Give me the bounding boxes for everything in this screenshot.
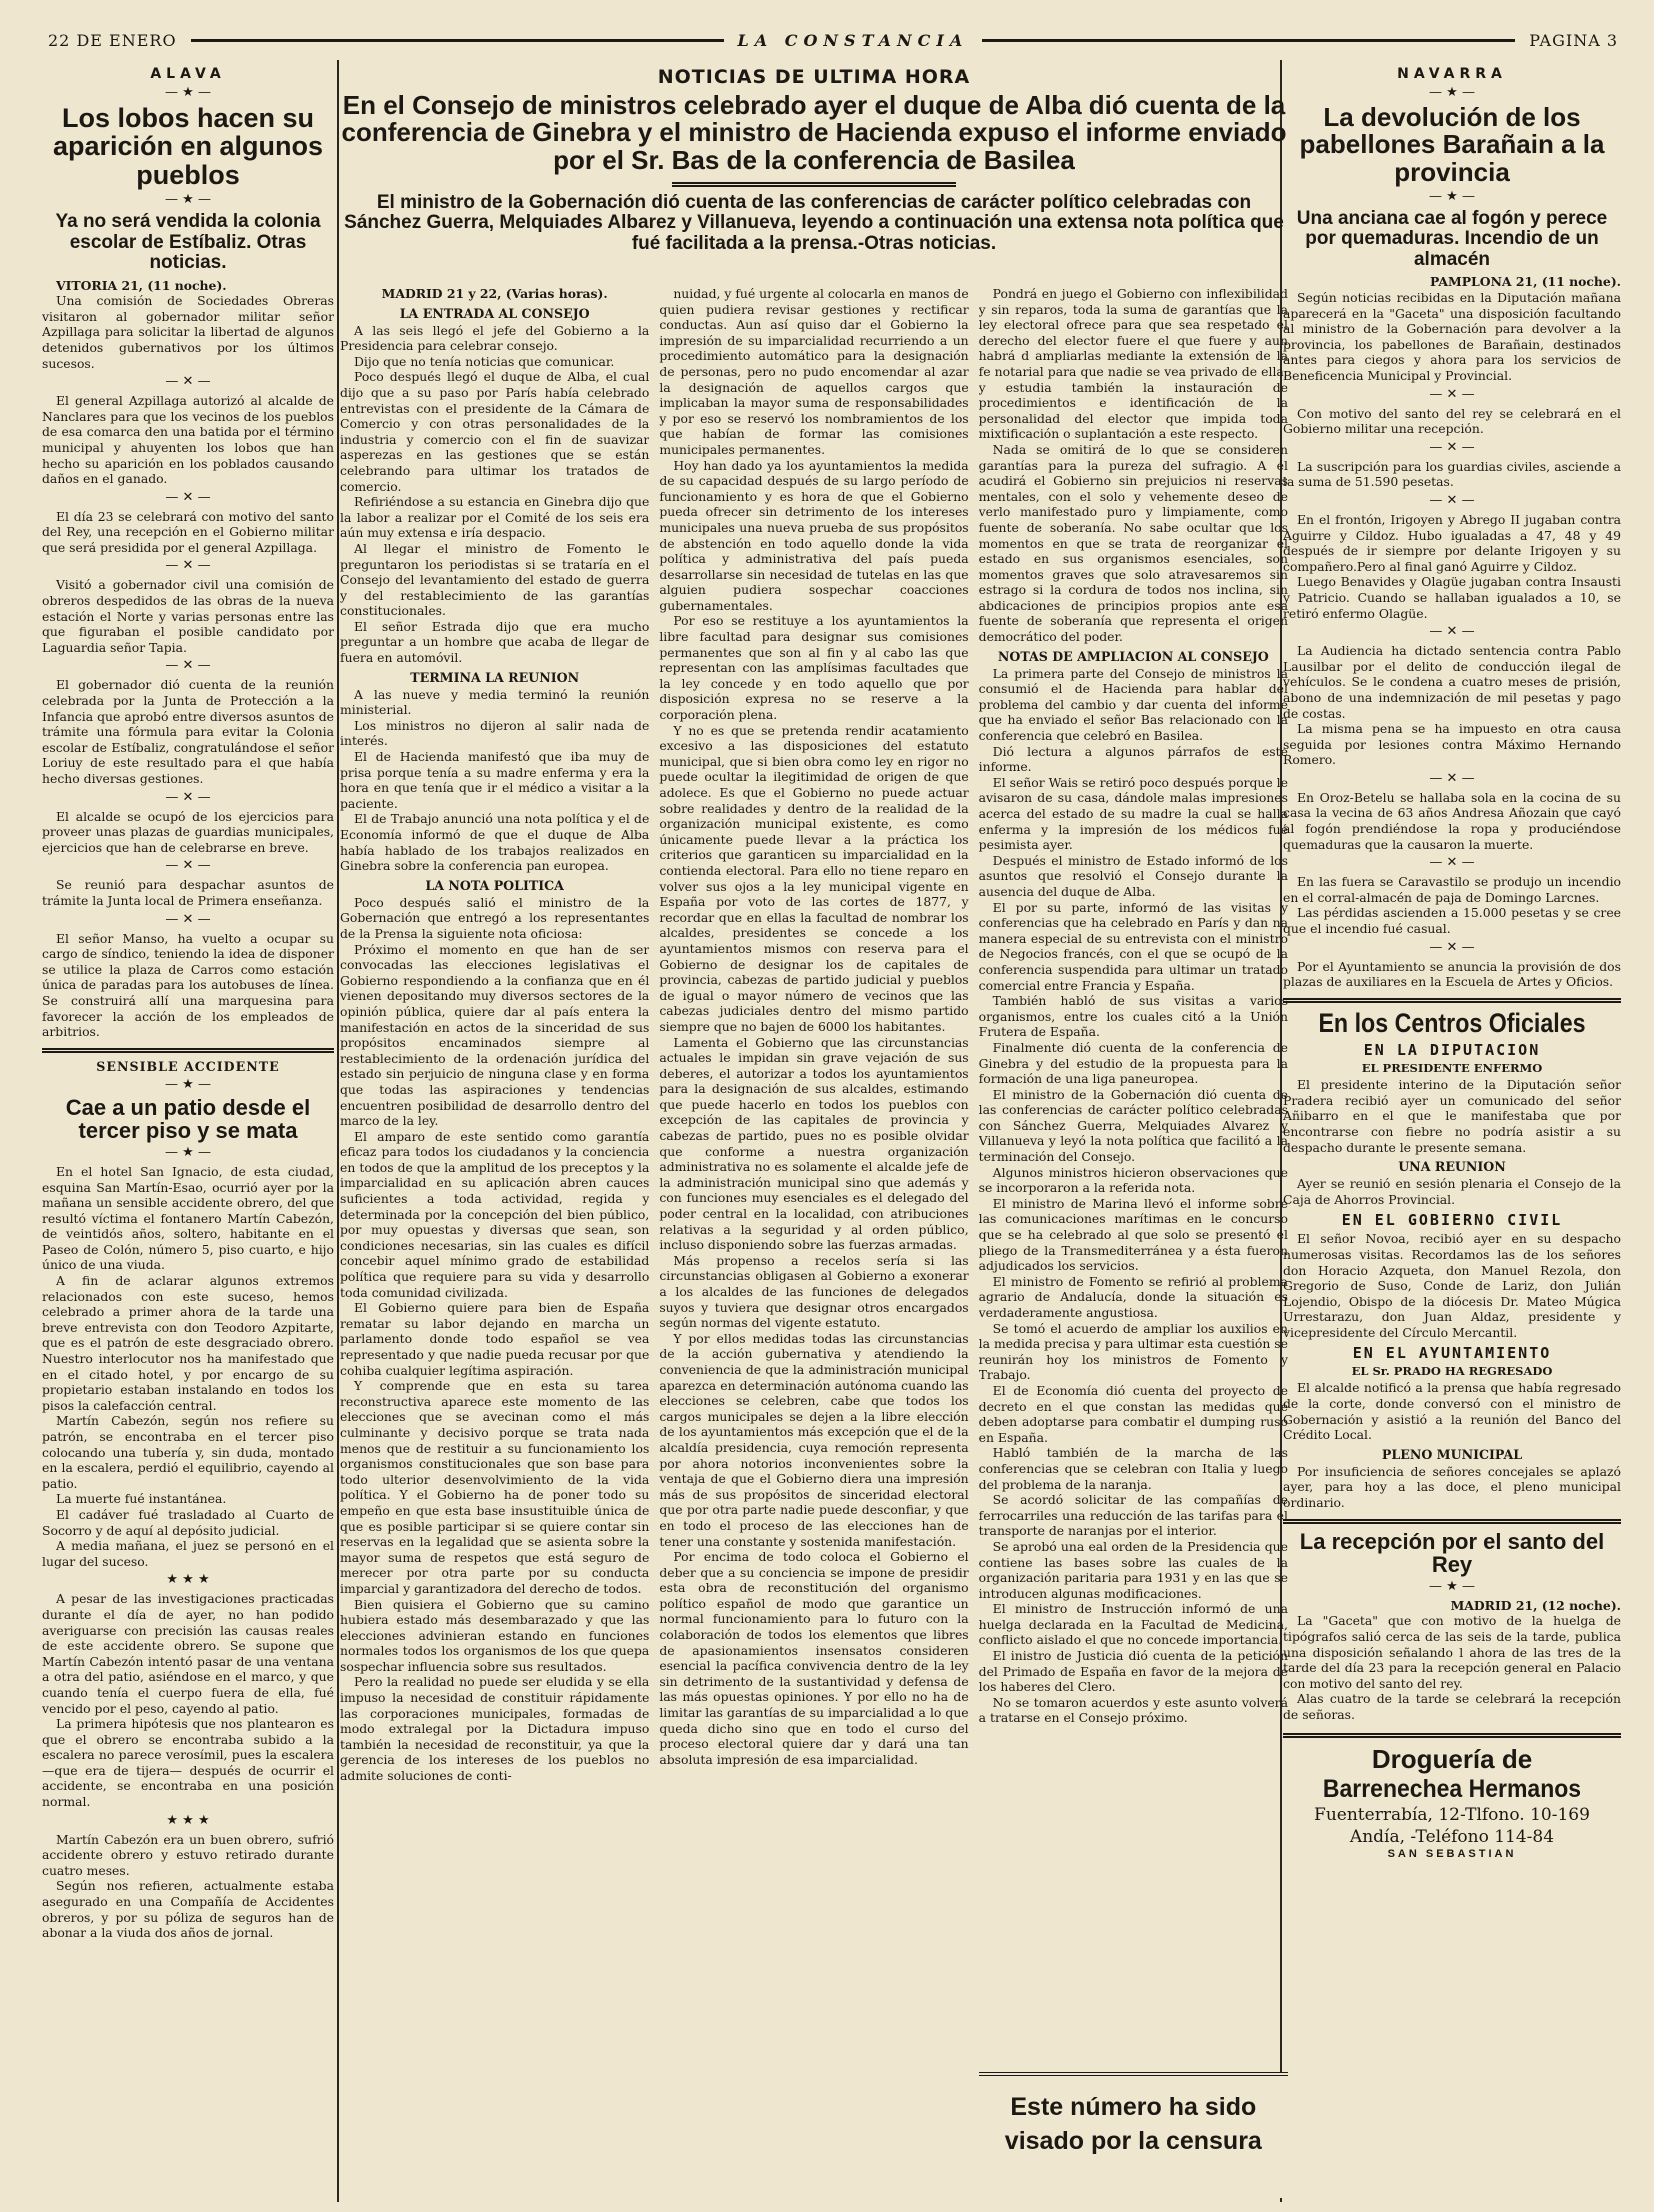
paragraph: El ministro de Marina llevó el informe sobre las comunicaciones marítimas en le concurso que se ha celebrado al que solo se presentó el pliego de la Transmediterránea y a ésta fueron adjudicados los servicios. <box>978 1195 1288 1274</box>
paragraph: A las nueve y media terminó la reunión ministerial. <box>340 686 650 718</box>
dateline: MADRID 21 y 22, (Varias horas). <box>381 286 608 301</box>
paragraph: Por el Ayuntamiento se anuncia la provisión de dos plazas de auxiliares en la Escuela de Artes y Oficios. <box>1283 958 1621 990</box>
subheading: TERMINA LA REUNION <box>410 669 580 685</box>
star-separator: — ★ — <box>1429 188 1475 204</box>
headline-accident: Cae a un patio desde el tercer piso y se mata <box>65 1094 311 1143</box>
paragraph: Los ministros no dijeron al salir nada de interés. <box>340 717 650 749</box>
column-rule <box>337 60 339 2202</box>
subheading: PLENO MUNICIPAL <box>1381 1446 1523 1462</box>
headline-pabellones: La devolución de los pabellones Barañain a la provincia <box>1299 102 1605 187</box>
censorship-notice: Este número ha sido visado por la censura <box>979 2072 1288 2198</box>
paragraph: Dió lectura a algunos párrafos de este informe. <box>978 743 1288 775</box>
subheading: LA ENTRADA AL CONSEJO <box>399 305 590 321</box>
masthead-title: LA CONSTANCIA <box>737 30 969 50</box>
paragraph: A pesar de las investigaciones practicadas durante el día de ayer, no han podido averiguarse con precisión las causas reales de este accidente obrero. Se supone que Martín Cabezón intentó pasar de una ventana a otra del patio, asiéndose en el marco, y que cuando tenía el cuerpo fuera de ella, fué vencido por el peso, cayendo al patio. <box>42 1591 334 1716</box>
paragraph: El señor Novoa, recibió ayer en su despacho numerosas visitas. Recordamos las de los señores don Horacio Azqueta, don Manuel Rezola, don Gregorio de Suso, Conde de Lariz, don Julián Lojendio, Obispo de la diócesis Dr. Mateo Múgica Urrestarazu, don Juan Aldaz, presidente y vicepresidente del Círculo Mercantil. <box>1283 1231 1621 1340</box>
ad-line: Fuenterrabía, 12-Tlfono. 10-169 <box>1314 1804 1590 1825</box>
paragraph: No se tomaron acuerdos y este asunto volverá a tratarse en el Consejo próximo. <box>978 1694 1288 1726</box>
paragraph: El señor Wais se retiró poco después porque le avisaron de su casa, dándole malas impresiones acerca del estado de su madre la cual se halla enferma y la impresión de los médicos fué pesimista ayer. <box>978 774 1288 853</box>
separator: — ✕ — <box>165 489 211 505</box>
paragraph: Luego Benavides y Olagüe jugaban contra Insausti y Patricio. Cuando se hallaban igualados a 10, se retiró enfermo Olagüe. <box>1283 574 1621 621</box>
paragraph: La suscripción para los guardias civiles, asciende a la suma de 51.590 pesetas. <box>1283 458 1621 490</box>
paragraph: Martín Cabezón era un buen obrero, sufrió accidente obrero y estuvo retirado durante cuatro meses. <box>42 1831 334 1878</box>
masthead-page-number: PAGINA 3 <box>1529 30 1619 50</box>
paragraph: Al llegar el ministro de Fomento le preguntaron los periodistas si se trataría en el Consejo del levantamiento del estado de guerra y del restablecimiento de las garantías constitucionales. <box>340 540 650 619</box>
subheading: EL Sr. PRADO HA REGRESADO <box>1351 1364 1553 1379</box>
separator: — ✕ — <box>1429 624 1475 640</box>
star-separator: ★ ★ ★ <box>166 1812 210 1828</box>
paragraph: El cadáver fué trasladado al Cuarto de Socorro y de aquí al depósito judicial. <box>42 1506 334 1538</box>
ad-line: Droguería de <box>1371 1743 1533 1774</box>
masthead-rule <box>191 39 724 42</box>
subhead-political-note: El ministro de la Gobernación dió cuenta de las conferencias de carácter político celebradas con Sánchez Guerra, Melquiades Albarez y Villanueva, leyendo a continuación una extensa nota política que fué facilitada a la prensa.-Otras noticias. <box>344 191 1284 254</box>
separator: — ✕ — <box>1429 492 1475 508</box>
separator: — ✕ — <box>165 911 211 927</box>
paragraph: La "Gaceta" que con motivo de la huelga de tipógrafos salió cerca de las seis de la tarde, publica una disposición señalando l ahora de las tres de la tarde del día 23 para la recepción general en Palacio con motivo del santo del rey. <box>1283 1613 1621 1691</box>
masthead <box>48 20 1618 60</box>
paragraph: El de Hacienda manifestó que iba muy de prisa porque tenía a su madre enferma y era la hora en que tenía que ir el médico a visitar a la paciente. <box>340 749 650 811</box>
paragraph: En Oroz-Betelu se hallaba sola en la cocina de su casa la vecina de 63 años Andresa Añozain que cayó al fogón prendiéndose la ropa y produciéndose quemaduras que la causaron la muerte. <box>1283 789 1621 852</box>
star-separator: — ★ — <box>165 85 211 100</box>
paragraph: El por su parte, informó de las visitas y conferencias que ha celebrado en París y dan na manera especial de su entrevista con el ministro de Negocios francés, con el que se ocupó de la conferencia suspendida para ultimar un tratado comercial entre Francia y España. <box>978 899 1288 993</box>
separator: — ✕ — <box>1429 855 1475 871</box>
paragraph: nuidad, y fué urgente al colocarla en manos de quien pudiera revisar gestiones y rectificar conductas. Aun así quiso dar el Gobierno la impresión de su imparcialidad recurriendo a un procedimiento automático para la designación de personas, pero no pudo encomendar al azar la designación de aquellos cargos que implicaban la mayor suma de responsabilidades y por eso se reservó los nombramientos de los que habían de formar las comisiones municipales permanentes. <box>659 286 969 457</box>
separator: — ✕ — <box>1429 939 1475 955</box>
masthead-date: 22 DE ENERO <box>48 30 177 50</box>
paragraph: Por eso se restituye a los ayuntamientos la libre facultad para designar sus comisiones permanentes que son al fin y al cabo las que representan con las amplísimas facultades que la ley concede y en todo aquello que por disposición expresa no se reserve a la corporación plena. <box>659 613 969 723</box>
section-label: NAVARRA <box>1397 66 1507 82</box>
subheading: NOTAS DE AMPLIACION AL CONSEJO <box>997 648 1269 664</box>
advertisement-drogueria <box>1283 1744 1621 1860</box>
paragraph: Se aprobó una eal orden de la Presidencia que contiene las bases sobre las cuales de la organización paritaria para 1931 y en las que se introducen algunas modificaciones. <box>978 1538 1288 1601</box>
paragraph: La muerte fué instantánea. <box>56 1491 227 1507</box>
paragraph: Finalmente dió cuenta de la conferencia de Ginebra y del estudio de la propuesta para la formación de una liga paneuropea. <box>978 1039 1288 1087</box>
paragraph: Se tomó el acuerdo de ampliar los auxilios en la medida precisa y para ultimar esta cuestión se reunirán hoy los ministros de Fomento y Trabajo. <box>978 1320 1288 1383</box>
article-divider <box>42 1048 334 1053</box>
star-separator: ★ ★ ★ <box>166 1572 210 1588</box>
article-column <box>979 286 1288 2198</box>
subheading: EN LA DIPUTACION <box>1363 1041 1541 1060</box>
paragraph: Habló también de la marcha de las conferencias que se celebran con Italia y luego del problema de la naranja. <box>978 1445 1288 1492</box>
paragraph: La primera hipótesis que nos plantearon es que el obrero se encontraba subido a la escalera no parece verosímil, pues la escalera —que era de tijera— después de ocurrir el accidente, se encontraba en una posición normal. <box>42 1716 334 1810</box>
paragraph: El amparo de este sentido como garantía eficaz para todos los ciudadanos y la conciencia en todos de que la amplitud de los preceptos y la imparcialidad en su aplicación abren cauces suficientes a toda actividad, regida y determinada por la concepción del bien público, por muy opuestas y diversas que sean, son condiciones necesarias, sin las cuales es difícil concebir aquel mínimo grado de estabilidad política que requiere para su vida y desarrollo toda comunidad civilizada. <box>340 1128 650 1300</box>
separator: — ✕ — <box>165 658 211 674</box>
paragraph: La primera parte del Consejo de ministros la consumió el de Hacienda para hablar del problema del cambio y dar cuenta del informe que ha enviado el señor Bas relacionado con la conferencia que celebró en Basilea. <box>978 665 1288 744</box>
headline-reception: La recepción por el santo del Rey <box>1299 1528 1605 1577</box>
paragraph: Algunos ministros hicieron observaciones que se incorporaron a la referida nota. <box>978 1164 1288 1196</box>
paragraph: En las fuera se Caravastilo se produjo un incendio en el corral-almacén de paja de Domingo Larcnes. <box>1283 874 1621 905</box>
paragraph: El alcalde se ocupó de los ejercicios para proveer unas plazas de guardias municipales, ejercicios que han de celebrarse en breve. <box>42 808 334 855</box>
paragraph: En el frontón, Irigoyen y Abrego II jugaban contra Aguirre y Cildoz. Hubo igualadas a 47, 48 y 49 después de ir siempre por delante Irigoyen y su compañero.Pero al final ganó Aguirre y Cildoz. <box>1283 511 1621 574</box>
ornament-divider <box>672 182 956 187</box>
separator: — ✕ — <box>1429 439 1475 455</box>
paragraph: Pondrá en juego el Gobierno con inflexibilidad y sin reparos, toda la suma de garantías que la ley electoral ofrece para que sea respetado el derecho del elector fuere el que fuere y aun habrá d ampliarlas mediante la extensión de la fe notarial para que nadie se vea privado de ella; y estudia también la instauración de procedimientos e identificación de la personalidad del elector que impida toda mixtificación o suplantación a este respecto. <box>978 286 1288 442</box>
star-separator: — ★ — <box>1429 1578 1475 1594</box>
star-separator: — ★ — <box>165 1144 211 1160</box>
article-divider <box>1283 998 1621 1003</box>
paragraph: Por insuficiencia de señores concejales se aplazó ayer, para hoy a las doce, el pleno municipal ordinario. <box>1283 1463 1621 1511</box>
headline-council: En el Consejo de ministros celebrado ayer el duque de Alba dió cuenta de la conferencia de Ginebra y el ministro de Hacienda expuso el informe enviado por el Sr. Bas de la conferencia de Basilea <box>341 90 1287 175</box>
article-divider <box>1283 1519 1621 1524</box>
paragraph: El de Trabajo anunció una nota política y el de Economía informó de que el duque de Alba había hablado de los trabajos realizados en Ginebra sobre la conferencia pan europea. <box>340 811 650 874</box>
paragraph: Hoy han dado ya los ayuntamientos la medida de su capacidad después de su largo período de funcionamiento y es hora de que el Gobierno pueda ofrecer sin detrimento de los intereses municipales una nueva prueba de sus propósitos de abstención en todo aquello donde la vida política y administrativa del país pueda desarrollarse sin necesidad de tutelas en las que alguien pudiera sospechar coacciones gubernamentales. <box>659 457 969 613</box>
separator: — ✕ — <box>1429 386 1475 402</box>
ad-line: Barrenechea Hermanos <box>1322 1774 1582 1803</box>
paragraph: El general Azpillaga autorizó al alcalde de Nanclares para que los vecinos de los pueblos de esa comarca den una batida por el término municipal y ahuyenten los lobos que han hecho su aparición en los poblados causando daños en el ganado. <box>42 393 334 487</box>
subheading: EN EL AYUNTAMIENTO <box>1352 1344 1552 1363</box>
paragraph: La misma pena se ha impuesto en otra causa seguida por lesiones contra Máximo Hernando Romero. <box>1283 721 1621 768</box>
paragraph: A las seis llegó el jefe del Gobierno a la Presidencia para celebrar consejo. <box>340 322 650 354</box>
paragraph: En el hotel San Ignacio, de esta ciudad, esquina San Martín-Esao, ocurrió ayer por la mañana un sensible accidente obrero, del que resultó víctima el fontanero Martín Cabezón, de veintidós años, soltero, habitante en el Paseo de Colón, número 5, piso cuarto, e hijo único de una viuda. <box>42 1163 334 1273</box>
star-separator: — ★ — <box>1429 85 1475 100</box>
dateline: PAMPLONA 21, (11 noche). <box>1430 274 1621 290</box>
paragraph: El alcalde notificó a la prensa que había regresado de la corte, donde conversó con el ministro de Gobernación y asistió a la reunión del Banco del Crédito Local. <box>1283 1380 1621 1443</box>
column-navarra <box>1283 64 1621 2198</box>
paragraph: Según noticias recibidas en la Diputación mañana aparecerá en la "Gaceta" una disposición facultando al ministro de la Gobernación para devolver a la provincia, los pabellones de Barañain, destinados antes para ciegos y ahora para los servicios de Beneficencia Municipal y Provincial. <box>1283 290 1621 383</box>
ad-line: SAN SEBASTIAN <box>1387 1847 1517 1860</box>
paragraph: Y comprende que en esta su tarea reconstructiva aparece este momento de las elecciones que se avecinan como el más culminante y decisivo porque se trata nada menos que de restituir a su funcionamiento los organismos constitucionales que son base para todo ulterior desenvolvimiento de la vida política. Y el Gobierno ha de poner todo su empeño en que esta base insustituible única de que es posible participar si se quiere contar sin reservas en la legalidad que se asienta sobre la mayor suma de respetos que está seguro de merecer por otra parte por su conducta imparcial y garantizadora del derecho de todos. <box>340 1378 650 1596</box>
paragraph: El gobernador dió cuenta de la reunión celebrada por la Junta de Protección a la Infancia que aprobó entre diversos asuntos de trámite una fórmula para evitar la Colonia escolar de Estíbaliz, congratulándose el señor Loriuy de este resultado para el que había hecho diversas gestiones. <box>42 677 334 787</box>
paragraph: Con motivo del santo del rey se celebrará en el Gobierno militar una recepción. <box>1283 405 1621 437</box>
article-body <box>1283 290 1621 990</box>
section-label: SENSIBLE ACCIDENTE <box>96 1058 280 1074</box>
article-column <box>340 286 649 2198</box>
paragraph: El señor Estrada dijo que era mucho preguntar a un hombre que acaba de llegar de fuera en automóvil. <box>340 618 650 666</box>
paragraph: Según nos refieren, actualmente estaba asegurado en una Compañía de Accidentes obreros, y por su póliza de seguros han de abonar a la viuda dos años de jornal. <box>42 1878 334 1941</box>
subheading: LA NOTA POLITICA <box>425 877 564 893</box>
column-alava <box>42 64 334 2198</box>
last-hour-news <box>340 64 1288 2198</box>
paragraph: El de Economía dió cuenta del proyecto de decreto en el que constan las medidas que deben adoptarse para combatir el dumping ruso en España. <box>978 1382 1288 1445</box>
section-label: ALAVA <box>150 66 226 82</box>
paragraph: El presidente interino de la Diputación señor Pradera recibió ayer un comunicado del señor Añibarro en el que le manifestaba que por encontrarse con fiebre no podría asistir a su despacho durante le presente semana. <box>1283 1077 1621 1155</box>
paragraph: Alas cuatro de la tarde se celebrará la recepción de señoras. <box>1283 1691 1621 1722</box>
paragraph: El señor Manso, ha vuelto a ocupar su cargo de síndico, teniendo la idea de disponer se utilice la plaza de Carros como estación única de paradas para los autobuses de línea. Se construirá allí una marquesina para favorecer la acción de los empleados de arbitrios. <box>42 930 334 1040</box>
star-separator: — ★ — <box>165 192 211 208</box>
separator: — ✕ — <box>1429 770 1475 786</box>
article-columns <box>340 286 1288 2198</box>
article-body <box>42 1164 334 1941</box>
paragraph: Una comisión de Sociedades Obreras visitaron al gobernador militar señor Azpillaga para solicitar la libertad de algunos detenidos gubernativos por los últimos sucesos. <box>42 293 334 371</box>
separator: — ✕ — <box>165 858 211 874</box>
paragraph: El Gobierno quiere para bien de España rematar su labor dejando en marcha un parlamento donde todo español se vea representado y que nadie pueda recusar por que cohiba cualquier legítima aspiración. <box>340 1300 650 1378</box>
paragraph: También habló de sus visitas a varios organismos, entre los cuales citó a la Unión Frutera de España. <box>978 993 1288 1040</box>
section-label: NOTICIAS DE ULTIMA HORA <box>657 66 971 88</box>
subheading: EL PRESIDENTE ENFERMO <box>1361 1061 1543 1076</box>
separator: — ✕ — <box>165 374 211 390</box>
subheading: UNA REUNION <box>1398 1159 1506 1175</box>
paragraph: Por encima de todo coloca el Gobierno el deber que a su conciencia se impone de presidir esta obra de reconstitución del organismo político español de modo que garantice un normal funcionamiento para lo futuro con la colaboración de todos los elementos que libres de apasionamientos insensatos consideren esencial la pacífica convivencia dentro de la ley sin detrimento de la sustantividad y defensa de las más opuestas opiniones. Y por ello no ha de limitar las garantías de su imparcialidad a lo que queda dicho sino que en todo el curso del proceso electoral quiere dar y dará una tan absoluta impresión de esa imparcialidad. <box>659 1549 969 1767</box>
paragraph: El ministro de la Gobernación dió cuenta de las conferencias de carácter político celebradas con Sánchez Guerra, Melquiades Alvarez y Villanueva y leyó la nota política que facilitó a la terminación del Consejo. <box>978 1086 1288 1165</box>
paragraph: Lamenta el Gobierno que las circunstancias actuales le impidan sin grave vejación de sus deberes, el autorizar a todos los ayuntamientos para la designación de sus alcaldes, estimando que puede hacerlo en todos los pueblos con excepción de las capitales de provincia y cabezas de partido, pues no es posible olvidar que conforme a nuestra organización administrativa no es solamente el alcalde jefe de la administración municipal sino que además y con funciones muy esenciales es el delegado del poder central en la localidad, con atribuciones relativas a la seguridad y al orden público, incluso disponiendo sobre las fuerzas armadas. <box>659 1034 969 1253</box>
paragraph: Más propenso a recelos sería si las circunstancias obligasen al Gobierno a exonerar a los alcaldes de las funciones de delegados suyos y tuviera que designar otros encargados según normas del vigente estatuto. <box>659 1252 969 1331</box>
paragraph: Se acordó solicitar de las compañías de ferrocarriles una reducción de las tarifas para el transporte de naranjas por el interior. <box>978 1492 1288 1539</box>
dateline: VITORIA 21, (11 noche). <box>56 277 227 293</box>
article-divider <box>1283 1733 1621 1738</box>
subhead-anciana: Una anciana cae al fogón y perece por quemaduras. Incendio de un almacén <box>1296 207 1608 270</box>
paragraph: A media mañana, el juez se personó en el lugar del suceso. <box>42 1538 334 1569</box>
paragraph: A fin de aclarar algunos extremos relacionados con este suceso, hemos celebrado a primer ahora de la tarde una breve entrevista con don Teodoro Azpitarte, que es el patrón de este desgraciado obrero. Nuestro interlocutor nos ha manifestado que en el citado hotel, y por encargo de su propietario estaban instalando en todos los pisos la calefacción central. <box>42 1273 334 1413</box>
star-separator: — ★ — <box>165 1076 211 1092</box>
article-body <box>42 293 334 1040</box>
paragraph: El inistro de Justicia dió cuenta de la petición del Primado de España en favor de la mejora de los haberes del Clero. <box>978 1648 1288 1695</box>
headline-wolves: Los lobos hacen su aparición en algunos pueblos <box>52 103 324 190</box>
paragraph: Se reunió para despachar asuntos de trámite la Junta local de Primera enseñanza. <box>42 877 334 908</box>
paragraph: La Audiencia ha dictado sentencia contra Pablo Lausilbar por el delito de conducción ilegal de vehículos. Se le condena a cuatro meses de prisión, abono de una indemnización de mil pesetas y pago de costas. <box>1283 643 1621 721</box>
paragraph: Y no es que se pretenda rendir acatamiento excesivo a las disposiciones del estatuto municipal, que si bien obra como ley en rigor no puede ocultar la ilegitimidad de origen de que adolece. Es que el Gobierno no puede actuar sobre realidades y dentro de la realidad de la organización municipal existente, es como únicamente puede llevar a la práctica los criterios que garanticen su imparcialidad en la contienda electoral. Para ello no tiene reparo en volver sus ojos a la ley municipal vigente en España por voto de las cortes de 1877, y recordar que en ellas la facultad de nombrar los alcaldes, presidentes se concede a los ayuntamientos mismos con reserva para el Gobierno de designar los de capitales de provincia, cabezas de partido judicial y pueblos de igual o mayor número de vecinos que las cabezas judiciales dentro del mismo partido siempre que no bajen de 6000 los habitantes. <box>659 722 969 1034</box>
paragraph: Ayer se reunió en sesión plenaria el Consejo de la Caja de Ahorros Provincial. <box>1283 1176 1621 1207</box>
paragraph: Y por ellos medidas todas las circunstancias de la acción gubernativa y atendiendo la conveniencia de que la administración municipal aparezca en determinación autónoma cuando las elecciones se celebren, cabe que todos los cargos municipales se dejen a la libre elección de los ayuntamientos más excepción que el de la alcaldía presidencia, cuya remoción representa por ahora notorios inconvenientes sobre la ventaja de que el Gobierno diera una impresión más de sus propósitos de sinceridad electoral que por otra parte nadie puede desconfiar, y que en todo el proceso de las elecciones han de tener una constante y sostenida manifestación. <box>659 1330 969 1549</box>
paragraph: Martín Cabezón, según nos refiere su patrón, se encontraba en el tercer piso colocando una tubería y, sin duda, montado en la escalera, perdió el equilibrio, cayendo al patio. <box>42 1413 334 1491</box>
paragraph: Refiriéndose a su estancia en Ginebra dijo que la labor a realizar por el Comité de los seis era aún muy extensa e iría despacio. <box>340 494 650 541</box>
article-column <box>659 286 968 2198</box>
subhead-estibaliz: Ya no será vendida la colonia escolar de Estíbaliz. Otras noticias. <box>55 211 321 274</box>
subheading: EN EL GOBIERNO CIVIL <box>1341 1211 1563 1230</box>
paragraph: El ministro de Instrucción informó de una huelga declarada en la Facultad de Medicina, conflicto aislado el que no concede importancia. <box>978 1601 1288 1648</box>
masthead-rule <box>982 39 1515 42</box>
paragraph: Nada se omitirá de lo que se consideren garantías para la pureza del sufragio. A él acudirá el Gobierno sin prejuicios ni reservas mentales, con el solo y vehemente deseo de verlo manifestado puro y limpiamente, como fuente de soberanía. No sabe ocultar que los momentos en que se trata de reorganizar el estado en sus organismos esenciales, son momentos graves que solo atravesaremos sin estrago si la cordura de todos nos inclina, sin abdicaciones de principios propios ante esa fuente de soberanía que representa el origen democrático del poder. <box>978 441 1288 645</box>
paragraph: El día 23 se celebrará con motivo del santo del Rey, una recepción en el Gobierno militar que será presidida por el general Azpillaga. <box>42 508 334 555</box>
dateline: MADRID 21, (12 noche). <box>1450 1597 1621 1613</box>
paragraph: Visitó a gobernador civil una comisión de obreros despedidos de las obras de la nueva estación el Norte y varias personas entre las que figuraban el posible candidato por Laguardia señor Tapia. <box>42 577 334 655</box>
paragraph: Bien quisiera el Gobierno que su camino hubiera estado más desembarazado y que las elecciones advinieran estando en funciones normales todos los organismos de los que quepa sospechar influencia sobre sus resultados. <box>340 1596 650 1674</box>
paragraph: Después el ministro de Estado informó de los asuntos que resolvió el Consejo durante la ausencia del duque de Alba. <box>978 852 1288 899</box>
paragraph: Poco después salió el ministro de la Gobernación que entregó a los representantes de la Prensa la siguiente nota oficiosa: <box>340 894 650 941</box>
paragraph: Poco después llegó el duque de Alba, el cual dijo que a su paso por París había celebrado entrevistas con el presidente de la Cámara de Comercio y con otras personalidades de la industria y comercio con el fin de suavizar asperezas en las gestiones que se están celebrando para ultimar los tratados de comercio. <box>340 369 650 494</box>
paragraph: Las pérdidas ascienden a 15.000 pesetas y se cree que el incendio fué casual. <box>1283 905 1621 937</box>
paragraph: Dijo que no tenía noticias que comunicar. <box>354 353 615 369</box>
headline-centros-oficiales: En los Centros Oficiales <box>1318 1007 1586 1038</box>
separator: — ✕ — <box>165 558 211 574</box>
paragraph: El ministro de Fomento se refirió al problema agrario de Andalucía, donde la situación es verdaderamente angustiosa. <box>978 1273 1288 1320</box>
paragraph: Pero la realidad no puede ser eludida y se ella impuso la necesidad de constituir rápidamente las corporaciones municipales, formadas de modo extralegal por la Dictadura impuso también la necesidad de reconstituir, ya que la gerencia de los intereses de los pueblos no admite soluciones de conti- <box>340 1674 650 1784</box>
paragraph: Próximo el momento en que han de ser convocadas las elecciones legislativas el Gobierno respondiendo a la confianza que en él vienen depositando muy diversos sectores de la opinión pública, quiere dar al país entera la manifestación en actos de la sinceridad de sus propósitos encaminados siempre al restablecimiento de la ordenación jurídica del estado sin perjuicio de ninguna clase y en forma que todas las aspiraciones y tendencias encuentren posibilidad de desarrollo dentro del marco de la ley. <box>340 941 650 1129</box>
separator: — ✕ — <box>165 789 211 805</box>
ad-line: Andía, -Teléfono 114-84 <box>1349 1826 1555 1847</box>
